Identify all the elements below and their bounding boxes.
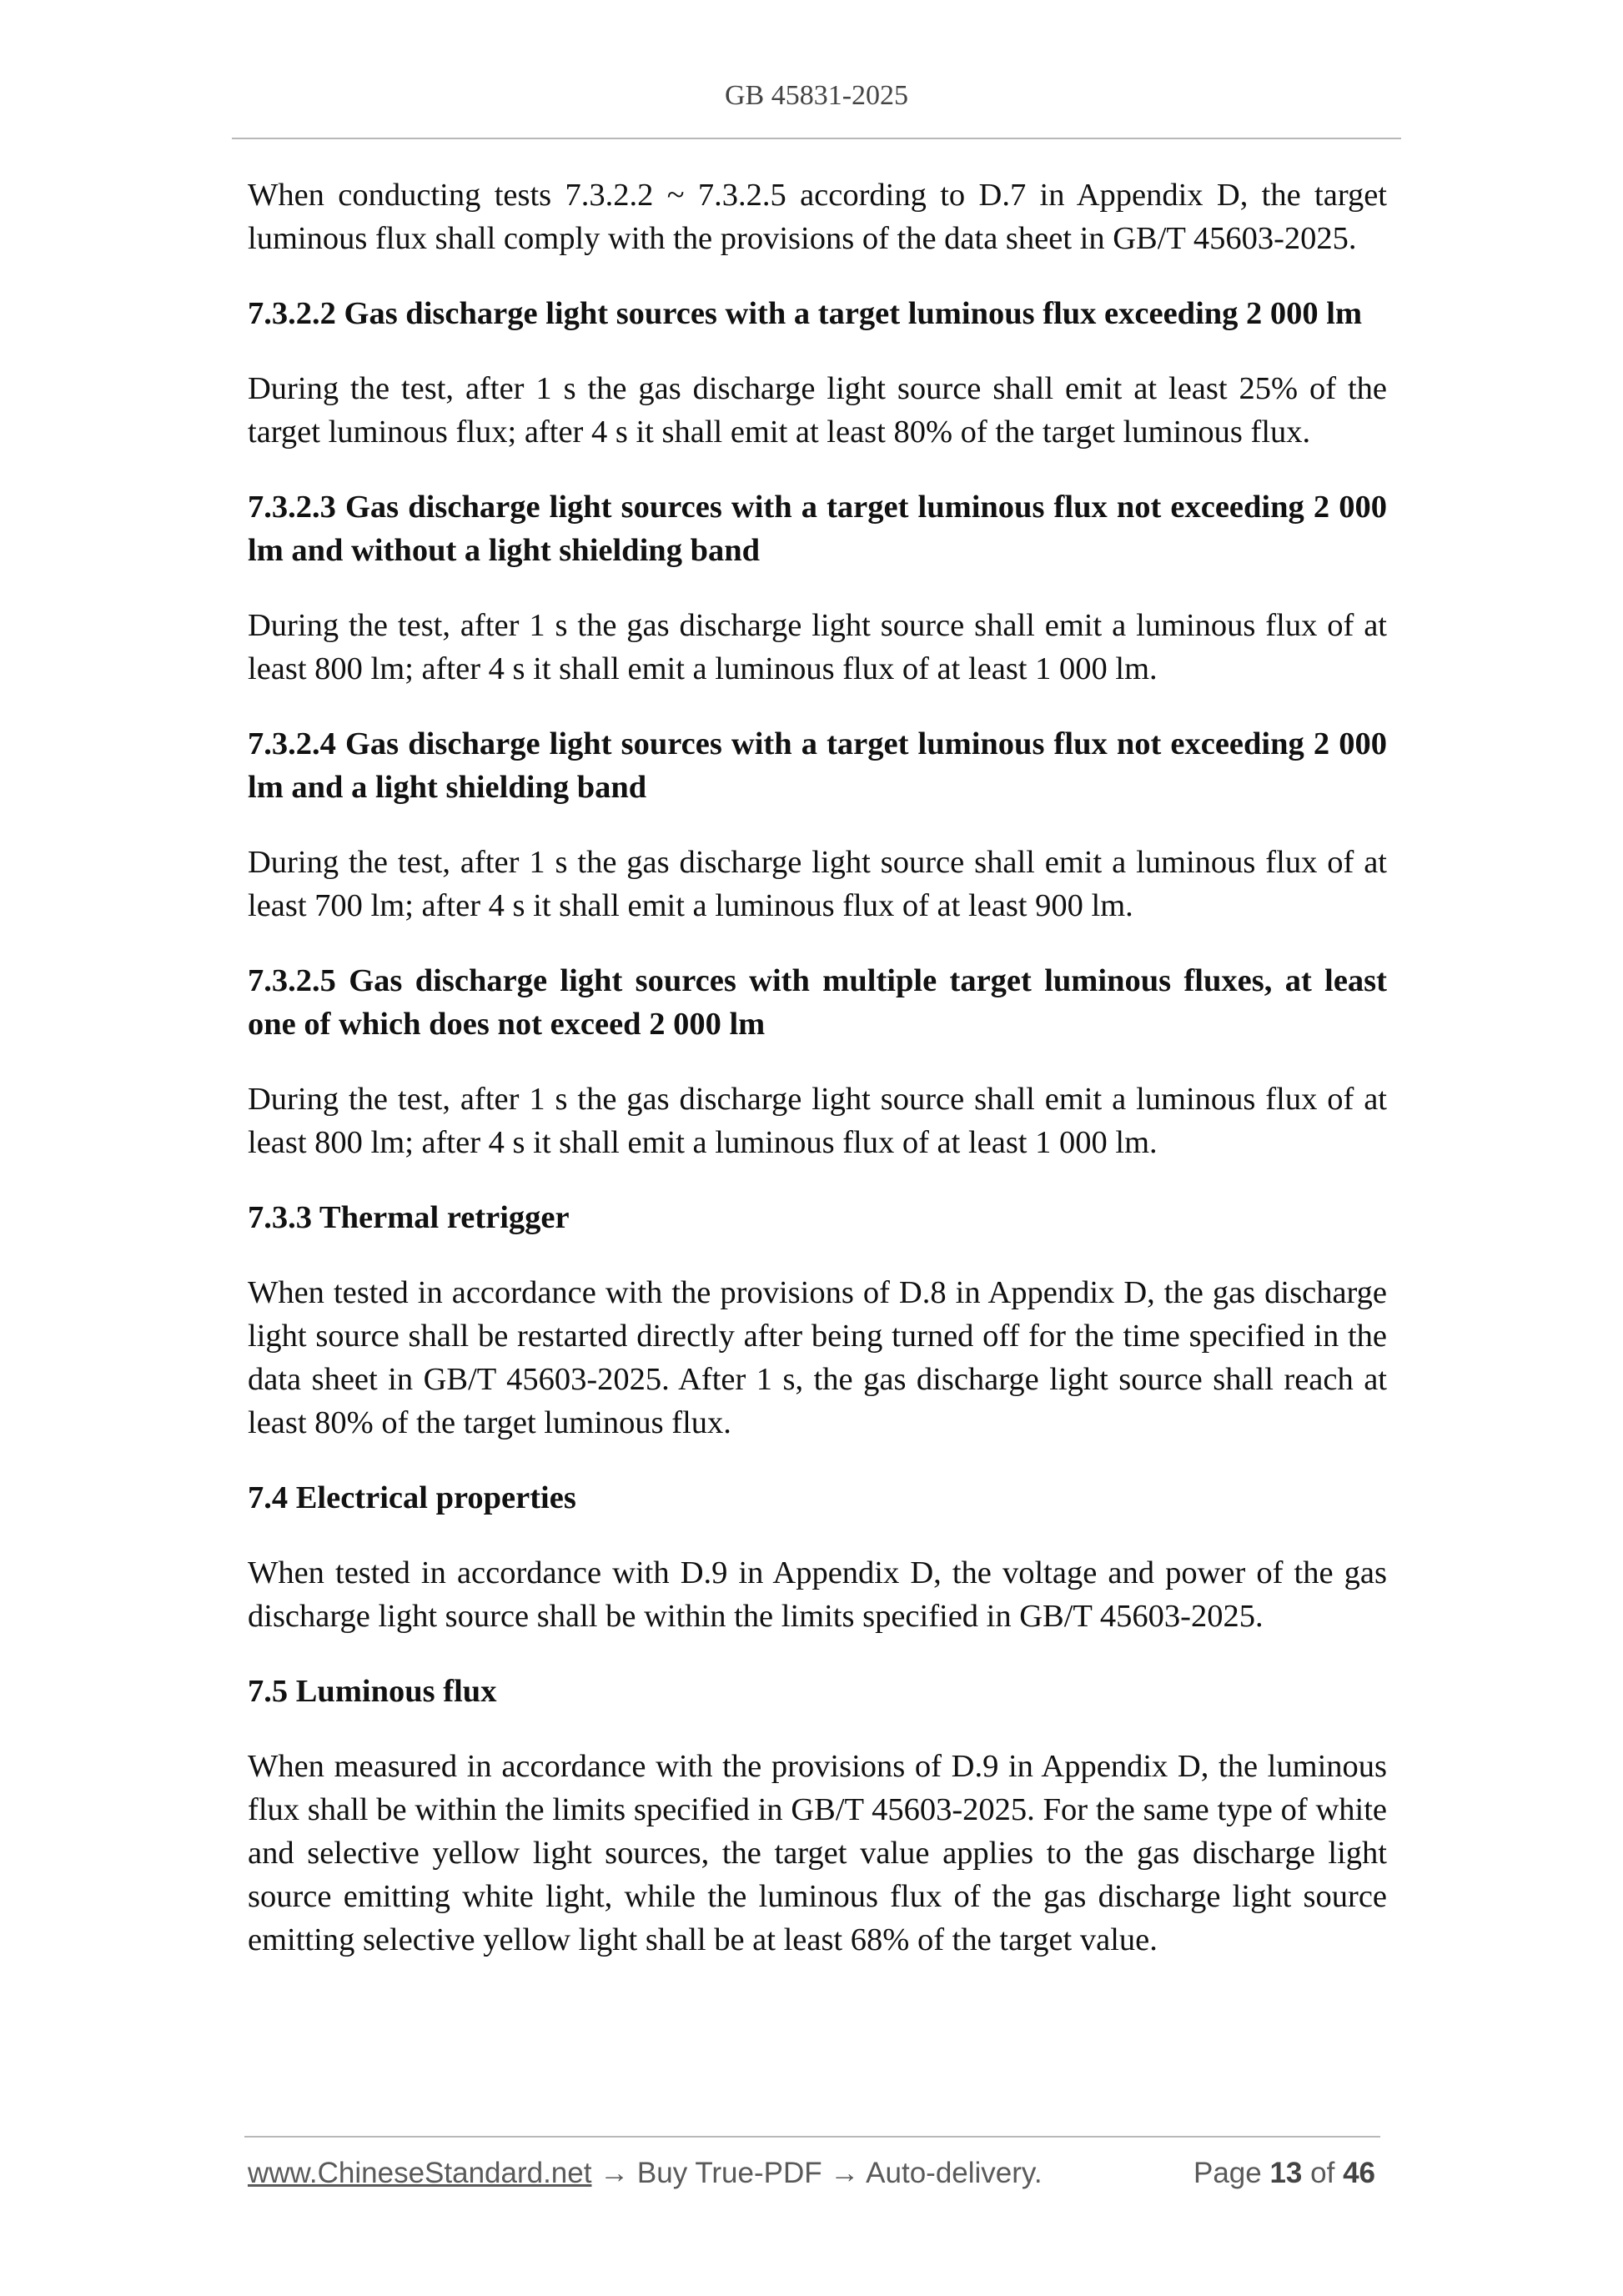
heading-7-3-3: 7.3.3 Thermal retrigger: [248, 1200, 570, 1235]
heading-7-3-2-4: 7.3.2.4 Gas discharge light sources with a target luminous flux not exceeding 2 000 lm and a light shielding band: [248, 726, 1387, 805]
page-counter: [1193, 2157, 1375, 2190]
page-total: 46: [1343, 2157, 1375, 2189]
heading-7-3-2-2: 7.3.2.2 Gas discharge light sources with a target luminous flux exceeding 2 000 lm: [248, 296, 1363, 331]
page-header-title: GB 45831-2025: [724, 80, 909, 111]
page-footer: [248, 2157, 1382, 2198]
paragraph-7-5: When measured in accordance with the provisions of D.9 in Appendix D, the luminous flux shall be within the limits specified in GB/T 45603-2025. For the same type of white and selective yellow light sources, the target value applies to the gas discharge light source emitting white light, while the luminous flux of the gas discharge light source emitting selective yellow light shall be at least 68% of the target value.: [248, 1749, 1387, 1957]
paragraph-7-3-2-4: During the test, after 1 s the gas discharge light source shall emit a luminous flux of at least 700 lm; after 4 s it shall emit a luminous flux of at least 900 lm.: [248, 845, 1387, 923]
paragraph-7-3-2-2: During the test, after 1 s the gas discharge light source shall emit at least 25% of the target luminous flux; after 4 s it shall emit at least 80% of the target luminous flux.: [248, 371, 1387, 450]
website-link[interactable]: www.ChineseStandard.net: [248, 2157, 592, 2189]
heading-7-3-2-5: 7.3.2.5 Gas discharge light sources with multiple target luminous fluxes, at least one of which does not exceed 2 000 lm: [248, 963, 1387, 1042]
paragraph-7-3-3: When tested in accordance with the provisions of D.8 in Appendix D, the gas discharge light source shall be restarted directly after being turned off for the time specified in the data sheet in GB/T 45603-2025. After 1 s, the gas discharge light source shall reach at least 80% of the target luminous flux.: [248, 1275, 1387, 1440]
header-divider: [232, 138, 1401, 139]
heading-7-3-2-3: 7.3.2.3 Gas discharge light sources with a target luminous flux not exceeding 2 000 lm and without a light shielding band: [248, 490, 1387, 568]
paragraph-7-3-2-3: During the test, after 1 s the gas discharge light source shall emit a luminous flux of at least 800 lm; after 4 s it shall emit a luminous flux of at least 1 000 lm.: [248, 608, 1387, 686]
page-number: 13: [1269, 2157, 1303, 2189]
intro-paragraph: When conducting tests 7.3.2.2 ~ 7.3.2.5 according to D.7 in Appendix D, the target luminous flux shall comply with the provisions of the data sheet in GB/T 45603-2025.: [248, 178, 1387, 256]
paragraph-7-4: When tested in accordance with D.9 in Appendix D, the voltage and power of the gas discharge light source shall be within the limits specified in GB/T 45603-2025.: [248, 1555, 1387, 1634]
heading-7-5: 7.5 Luminous flux: [248, 1674, 497, 1709]
paragraph-7-3-2-5: During the test, after 1 s the gas discharge light source shall emit a luminous flux of at least 800 lm; after 4 s it shall emit a luminous flux of at least 1 000 lm.: [248, 1082, 1387, 1160]
of-label: of: [1310, 2157, 1335, 2189]
page-label: Page: [1193, 2157, 1262, 2189]
footer-divider: [244, 2136, 1380, 2138]
footer-promo: [248, 2157, 1043, 2190]
document-body: [248, 173, 1387, 1993]
heading-7-4: 7.4 Electrical properties: [248, 1480, 576, 1515]
footer-tagline: → Buy True-PDF → Auto-delivery.: [591, 2157, 1043, 2189]
